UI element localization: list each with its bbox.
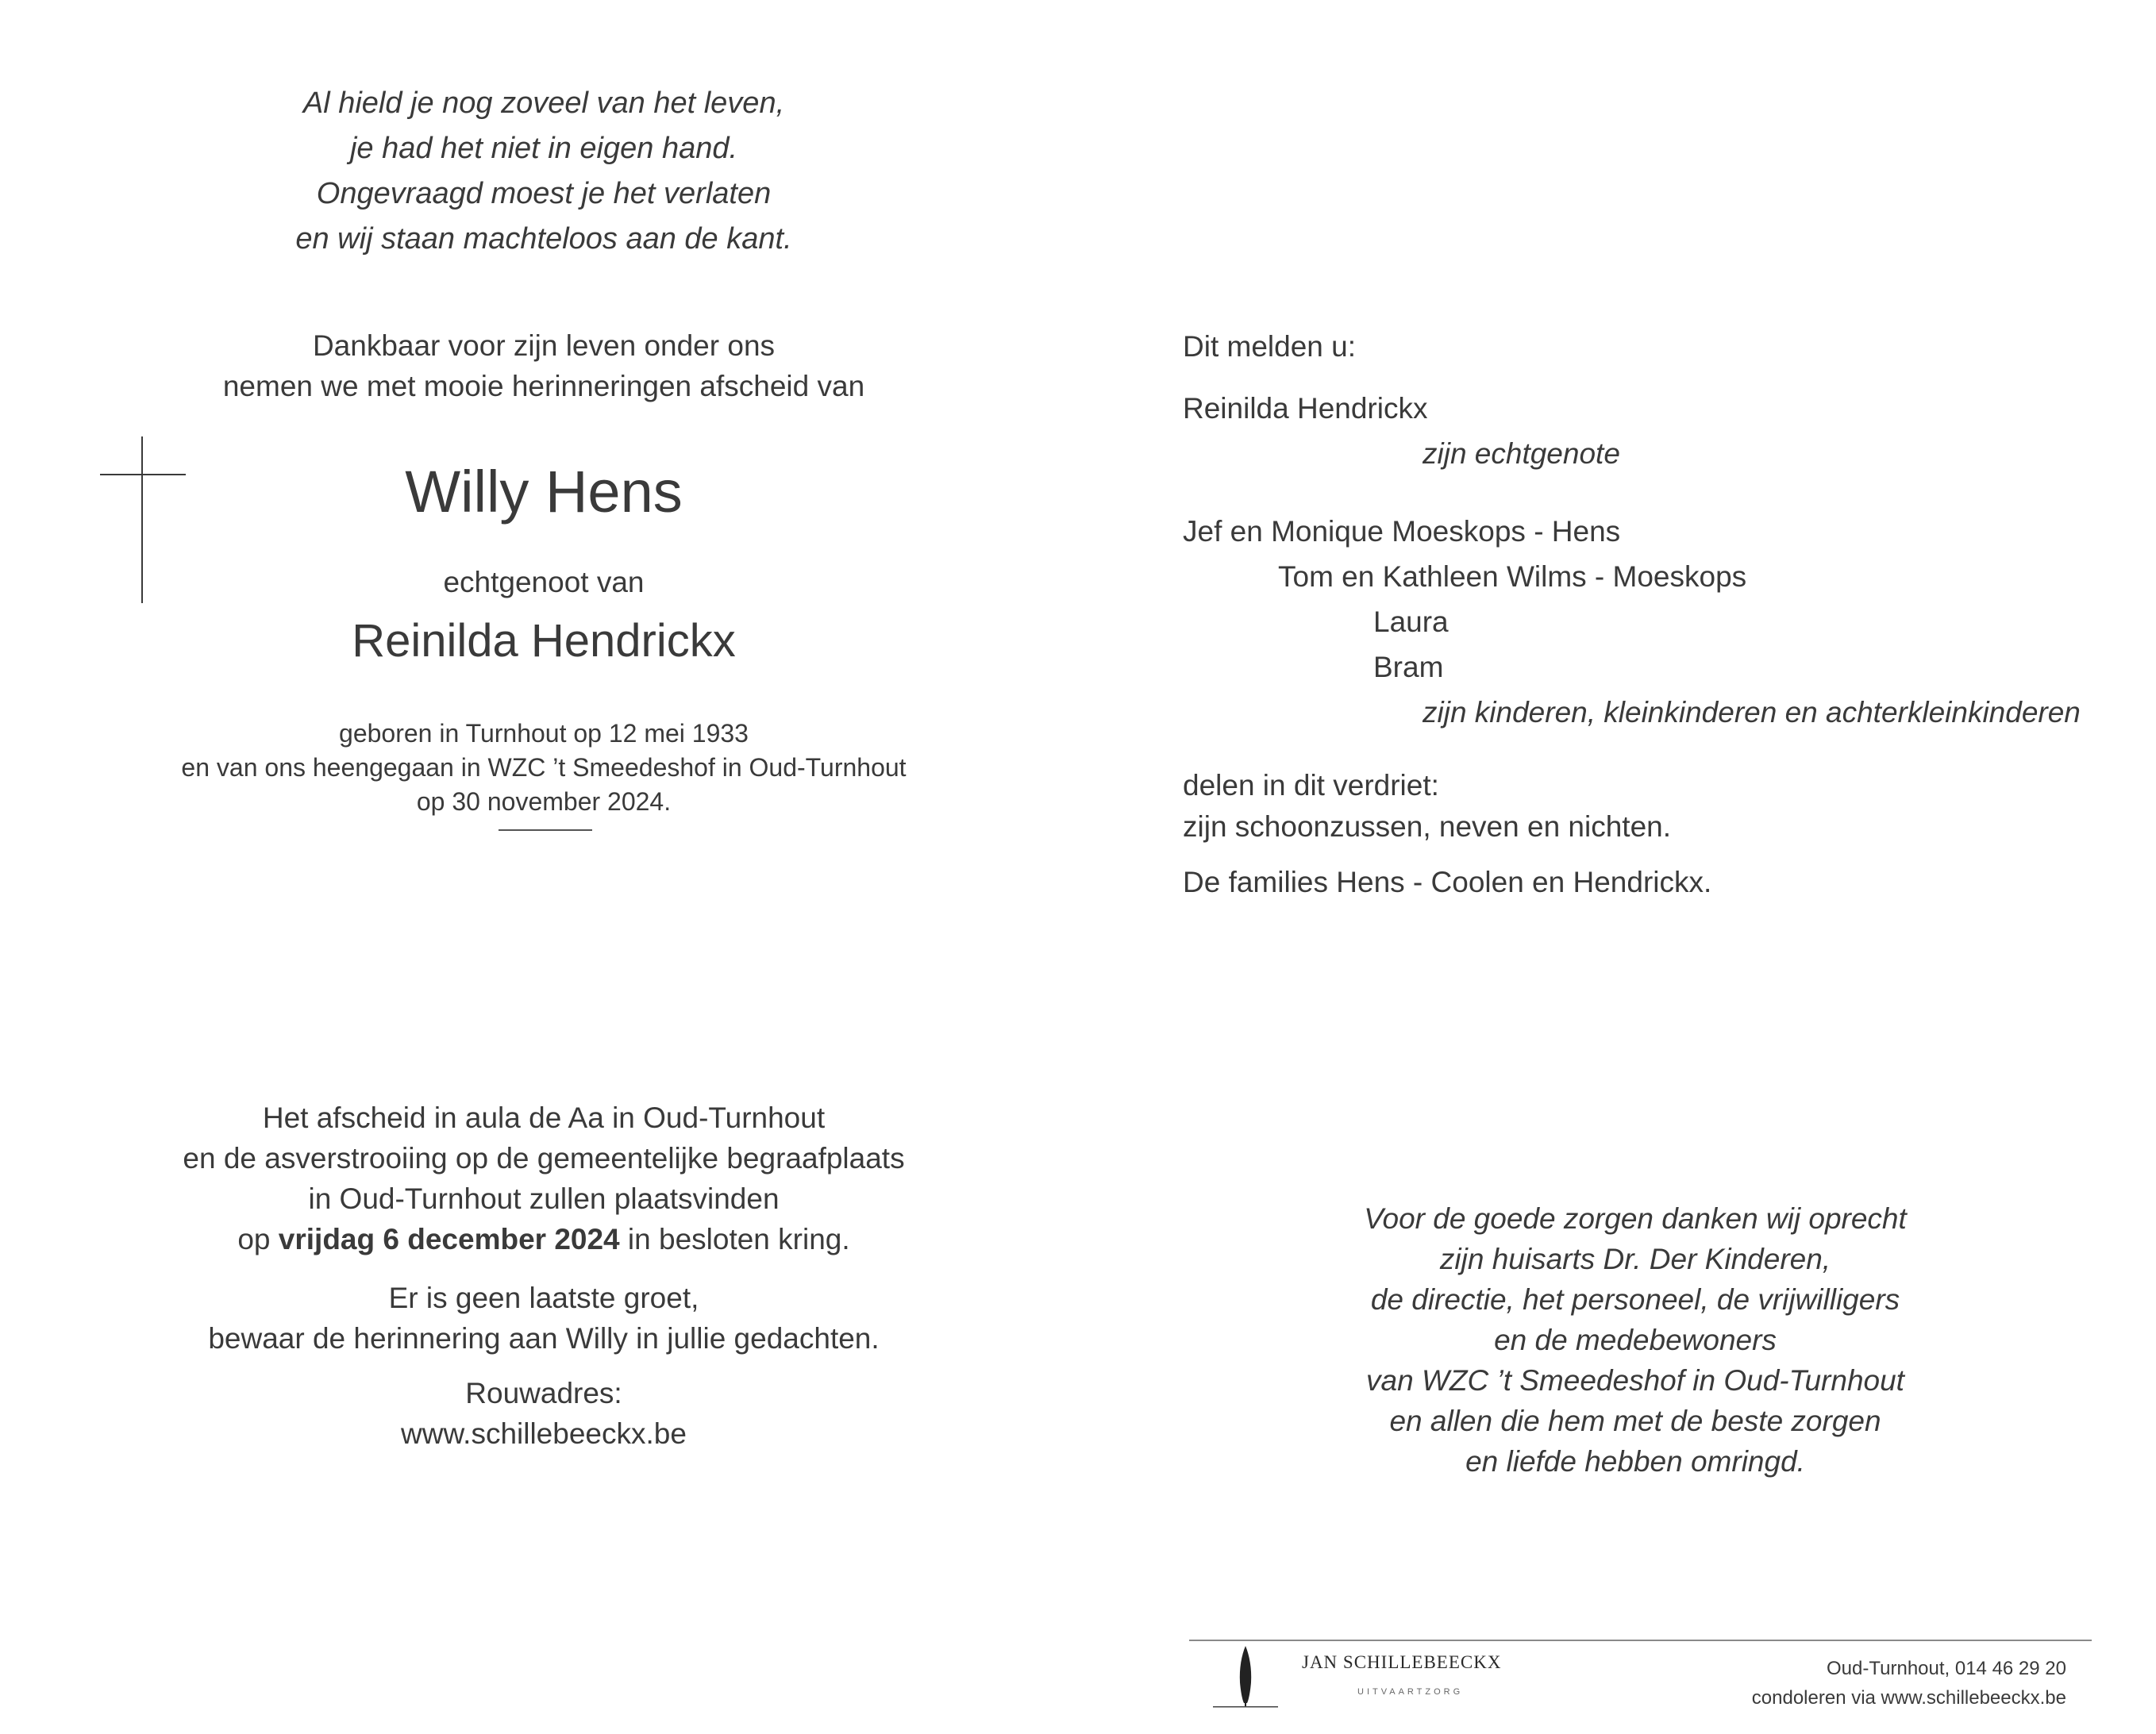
announcement-share-intro: delen in dit verdriet: <box>1183 769 1439 802</box>
announcement-great-grandchild: Laura <box>1373 606 1449 638</box>
farewell-line: Er is geen laatste groet, <box>388 1282 699 1314</box>
announcement-heading: Dit melden u: <box>1183 330 1356 363</box>
announcement-great-grandchild: Bram <box>1373 651 1444 683</box>
death-line: en van ons heengegaan in WZC ’t Smeedeshof in Oud-Turnhout <box>181 753 907 782</box>
poem-line: Al hield je nog zoveel van het leven, <box>302 87 785 120</box>
farewell-line: bewaar de herinnering aan Willy in jullie gedachten. <box>208 1322 880 1355</box>
thanks-line: van WZC ’t Smeedeshof in Oud-Turnhout <box>1366 1364 1904 1397</box>
announcement-share-list: zijn schoonzussen, neven en nichten. <box>1183 810 1672 843</box>
ceremony-date-line <box>95 1219 992 1259</box>
intro-text <box>95 325 992 406</box>
thanks-line: en de medebewoners <box>1494 1324 1777 1356</box>
spouse-name: Reinilda Hendrickx <box>352 615 736 667</box>
cypress-tree-icon <box>1210 1644 1281 1709</box>
intro-line: nemen we met mooie herinneringen afscheid van <box>222 370 865 402</box>
farewell-text <box>95 1278 992 1359</box>
thanks-line: Voor de goede zorgen danken wij oprecht <box>1364 1202 1907 1235</box>
deceased-name: Willy Hens <box>405 459 683 525</box>
address-label: Rouwadres: <box>465 1377 622 1409</box>
announcement-spouse-role: zijn echtgenote <box>1423 437 1620 470</box>
announcement-spouse: Reinilda Hendrickx <box>1183 392 1428 425</box>
poem-line: je had het niet in eigen hand. <box>349 132 738 165</box>
funeral-home-contact <box>1667 1654 2066 1713</box>
divider <box>499 829 592 831</box>
ceremony-date-post: in besloten kring. <box>619 1223 850 1255</box>
announcement-families: De families Hens - Coolen en Hendrickx. <box>1183 866 1712 898</box>
ceremony-line: Het afscheid in aula de Aa in Oud-Turnhout <box>262 1102 826 1134</box>
spouse-of-label: echtgenoot van <box>443 566 645 598</box>
contact-condolence-link[interactable]: condoleren via www.schillebeeckx.be <box>1751 1687 2066 1709</box>
ceremony-info <box>95 1098 992 1259</box>
address-url[interactable]: www.schillebeeckx.be <box>401 1417 687 1450</box>
footer-divider <box>1189 1640 2092 1641</box>
ceremony-line: en de asverstrooiing op de gemeentelijke begraafplaats <box>183 1142 905 1175</box>
poem-line: Ongevraagd moest je het verlaten <box>316 177 772 210</box>
funeral-home-name: JAN SCHILLEBEECKX <box>1302 1652 1502 1672</box>
thanks-text <box>1175 1198 2096 1482</box>
birth-death-info <box>95 717 992 819</box>
poem-line: en wij staan machteloos aan de kant. <box>295 222 792 256</box>
mourning-address <box>95 1373 992 1454</box>
ceremony-line: in Oud-Turnhout zullen plaatsvinden <box>308 1182 780 1215</box>
announcement-children-role: zijn kinderen, kleinkinderen en achterkleinkinderen <box>1423 696 2081 729</box>
intro-line: Dankbaar voor zijn leven onder ons <box>312 329 776 362</box>
contact-phone: Oud-Turnhout, 014 46 29 20 <box>1827 1658 2066 1679</box>
thanks-line: de directie, het personeel, de vrijwilligers <box>1370 1283 1900 1316</box>
ceremony-date-pre: op <box>237 1223 279 1255</box>
funeral-home-subtitle: UITVAARTZORG <box>1357 1687 1464 1697</box>
death-date-line: op 30 november 2024. <box>416 787 672 816</box>
thanks-line: en liefde hebben omringd. <box>1465 1445 1805 1478</box>
announcement-child: Jef en Monique Moeskops - Hens <box>1183 515 1621 548</box>
birth-line: geboren in Turnhout op 12 mei 1933 <box>339 719 749 748</box>
thanks-line: zijn huisarts Dr. Der Kinderen, <box>1439 1243 1831 1275</box>
thanks-line: en allen die hem met de beste zorgen <box>1389 1405 1881 1437</box>
ceremony-date: vrijdag 6 december 2024 <box>278 1223 620 1255</box>
poem <box>95 81 992 262</box>
announcement-grandchild: Tom en Kathleen Wilms - Moeskops <box>1278 560 1747 593</box>
